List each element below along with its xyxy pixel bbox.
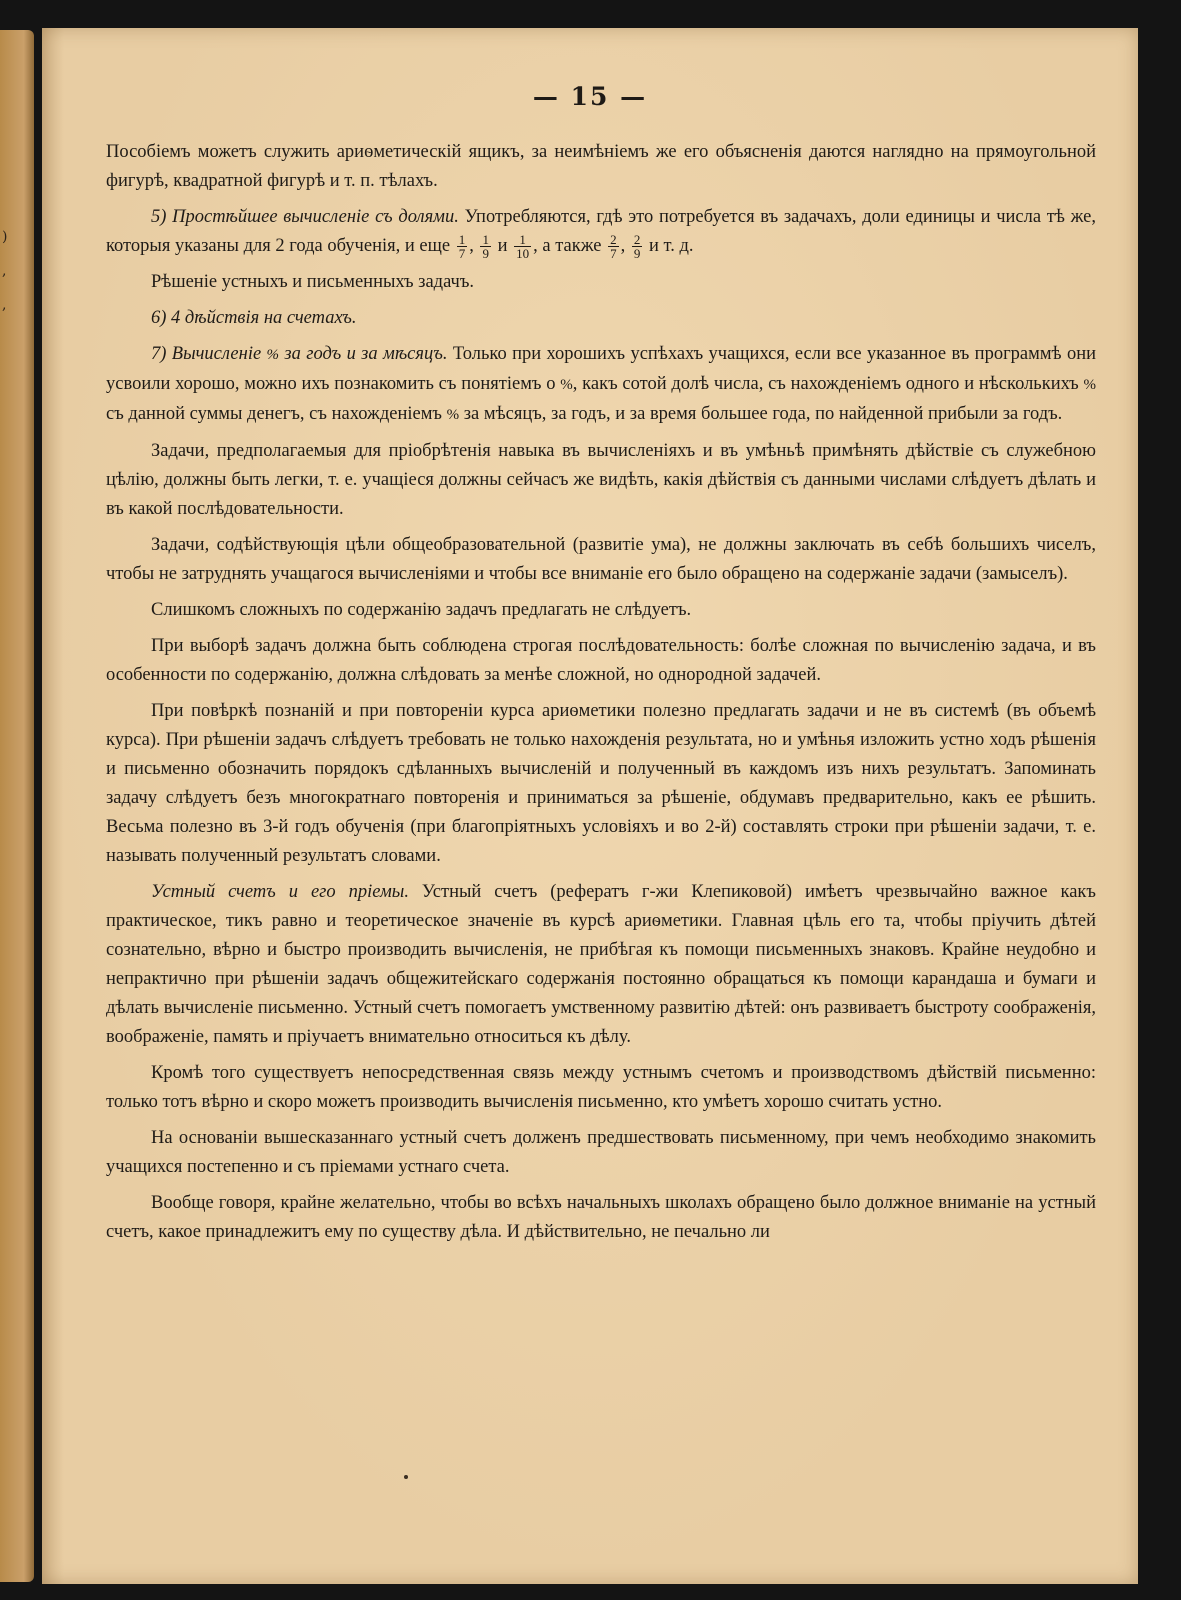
paragraph-text: Употребляются, гдѣ это потребуется въ задачахъ, доли единицы и числа тѣ же, которыя указаны для 2 года обученія, и еще: [106, 207, 1096, 256]
paragraph-13: [106, 1124, 1096, 1182]
fraction-denominator: 7: [458, 246, 466, 262]
fraction-denominator: 9: [482, 246, 489, 262]
percent-sign: %: [560, 377, 573, 393]
fraction-numerator: 2: [610, 232, 617, 248]
paragraph-text: Кромѣ того существуетъ непосредственная связь между устнымъ счетомъ и производствомъ дѣйствій письменно: только тотъ вѣрно и скоро можетъ производить вычисленія письменно, кто умѣетъ хорошо считать устно.: [106, 1063, 1096, 1112]
fraction-denominator: 7: [610, 246, 617, 262]
fraction-2-7: [608, 233, 619, 260]
paragraph-text: Только при хорошихъ успѣхахъ учащихся, если все указанное въ программѣ они усвоили хорошо, можно ихъ познакомить съ понятіемъ о: [106, 344, 1097, 394]
paragraph-text: и т. д.: [644, 236, 694, 256]
fraction-1-10: [514, 233, 531, 260]
paragraph-text: Пособіемъ можетъ служить ариѳметическій ящикъ, за неимѣніемъ же его объясненія даются наглядно на прямоугольной фигурѣ, квадратной фигурѣ и т. п. тѣлахъ.: [106, 142, 1096, 191]
paragraph-5: [106, 340, 1096, 430]
fraction-2-9: [632, 233, 643, 260]
fraction-numerator: 2: [633, 232, 641, 248]
fraction-1-7: [457, 233, 468, 260]
paragraph-text: съ данной суммы денегъ, съ нахожденіемъ: [106, 404, 447, 424]
paragraph-text: Задачи, содѣйствующія цѣли общеобразовательной (развитіе ума), не должны заключать въ себѣ большихъ чиселъ, чтобы не затруднять учащагося вычисленіями и чтобы все вниманіе его было обращено на содержаніе задачи (замыселъ).: [106, 535, 1096, 584]
section-heading: 7) Вычисленіе: [151, 344, 267, 364]
section-heading: за годъ и за мѣсяцъ.: [279, 344, 448, 364]
previous-page-edge: [0, 30, 34, 1582]
paragraph-text: , какъ сотой долѣ числа, съ нахожденіемъ одного и нѣсколькихъ: [572, 374, 1084, 394]
paragraph-12: [106, 1059, 1096, 1117]
page-text: [106, 138, 1096, 1254]
section-heading: Устный счетъ и его пріемы.: [151, 882, 409, 902]
paragraph-text: , а также: [533, 236, 607, 256]
paragraph-10: [106, 697, 1096, 871]
paragraph-text: При повѣркѣ познаній и при повтореніи курса ариѳметики полезно предлагать задачи и не въ системѣ (въ объемѣ курса). При рѣшеніи задачъ слѣдуетъ требовать не только нахожденія результата, но и умѣнья изложить устно ходъ рѣшенія и письменно обозначить порядокъ сдѣланныхъ вычисленій и полученный въ каждомъ изъ нихъ результатъ. Запоминать задачу слѣдуетъ безъ многократнаго повторенія и приниматься за рѣшеніе, обдумавъ предварительно, какъ ее рѣшить. Весьма полезно въ 3-й годъ обученія (при благопріятныхъ условіяхъ и во 2-й) составлять строки при рѣшеніи задачи, т. е. называть полученный результатъ словами.: [106, 701, 1096, 866]
paragraph-text: Рѣшеніе устныхъ и письменныхъ задачъ.: [151, 272, 475, 292]
fraction-numerator: 1: [482, 232, 489, 248]
paragraph-14: [106, 1189, 1096, 1247]
fraction-numerator: 1: [519, 232, 526, 248]
section-heading: 6) 4 дѣйствія на счетахъ.: [151, 308, 357, 328]
paragraph-text: На основаніи вышесказаннаго устный счетъ долженъ предшествовать письменному, при чемъ необходимо знакомить учащихся постепенно и съ пріемами устнаго счета.: [106, 1128, 1096, 1177]
paragraph-text: за мѣсяцъ, за годъ, и за время большее года, по найденной прибыли за годъ.: [459, 404, 1063, 424]
fraction-numerator: 1: [458, 232, 466, 248]
document-page: [42, 28, 1138, 1584]
paragraph-3: [106, 268, 1096, 297]
separator: ,: [620, 236, 630, 256]
fraction-denominator: 9: [633, 246, 641, 262]
percent-sign: %: [266, 347, 280, 363]
paragraph-text: Слишкомъ сложныхъ по содержанію задачъ предлагать не слѣдуетъ.: [151, 600, 692, 620]
page-number: — 15 —: [532, 82, 648, 111]
fraction-denominator: 10: [516, 246, 530, 262]
paragraph-2: [106, 203, 1096, 261]
paragraph-text: Вообще говоря, крайне желательно, чтобы во всѣхъ начальныхъ школахъ обращено было должное вниманіе на устный счетъ, какое принадлежитъ ему по существу дѣла. И дѣйствительно, не печально ли: [106, 1193, 1096, 1242]
section-heading: 5) Простѣйшее вычисленіе съ долями.: [151, 207, 459, 227]
separator: ,: [469, 236, 479, 256]
fraction-1-9: [480, 233, 491, 260]
ink-speck: [404, 1475, 408, 1479]
paragraph-4: [106, 304, 1096, 333]
paragraph-9: [106, 632, 1096, 690]
paragraph-text: Задачи, предполагаемыя для пріобрѣтенія навыка въ вычисленіяхъ и въ умѣньѣ примѣнять дѣйствіе съ служебною цѣлію, должны быть легки, т. е. учащіеся должны сейчасъ же видѣть, какія дѣйствія съ данными числами слѣдуетъ дѣлать и въ какой послѣдовательности.: [106, 441, 1096, 519]
paragraph-8: [106, 596, 1096, 625]
percent-sign: %: [1083, 377, 1097, 393]
paragraph-text: При выборѣ задачъ должна быть соблюдена строгая послѣдовательность: болѣе сложная по вычисленію задача, и въ особенности по содержанію, должна слѣдовать за менѣе сложной, но однородной задачей.: [106, 636, 1096, 685]
paragraph-1: [106, 138, 1096, 196]
paragraph-7: [106, 531, 1096, 589]
previous-page-marks: ) , ,: [2, 229, 8, 313]
paragraph-text: Устный счетъ (рефератъ г-жи Клепиковой) имѣетъ чрезвычайно важное какъ практическое, тикъ равно и теоретическое значеніе въ курсѣ ариѳметики. Главная цѣль его та, чтобы пріучить дѣтей сознательно, вѣрно и быстро производить вычисленія, не прибѣгая къ помощи письменныхъ знаковъ. Крайне неудобно и непрактично при рѣшеніи задачъ общежитейскаго содержанія постоянно обращаться къ помощи карандаша и бумаги и дѣлать вычисленіе письменно. Устный счетъ помогаетъ умственному развитію дѣтей: онъ развиваетъ быстроту соображенія, воображеніе, память и пріучаетъ внимательно относиться къ дѣлу.: [106, 882, 1096, 1047]
percent-sign: %: [446, 407, 460, 423]
paragraph-6: [106, 437, 1096, 524]
conjunction: и: [492, 236, 513, 256]
paragraph-11: [106, 878, 1096, 1052]
